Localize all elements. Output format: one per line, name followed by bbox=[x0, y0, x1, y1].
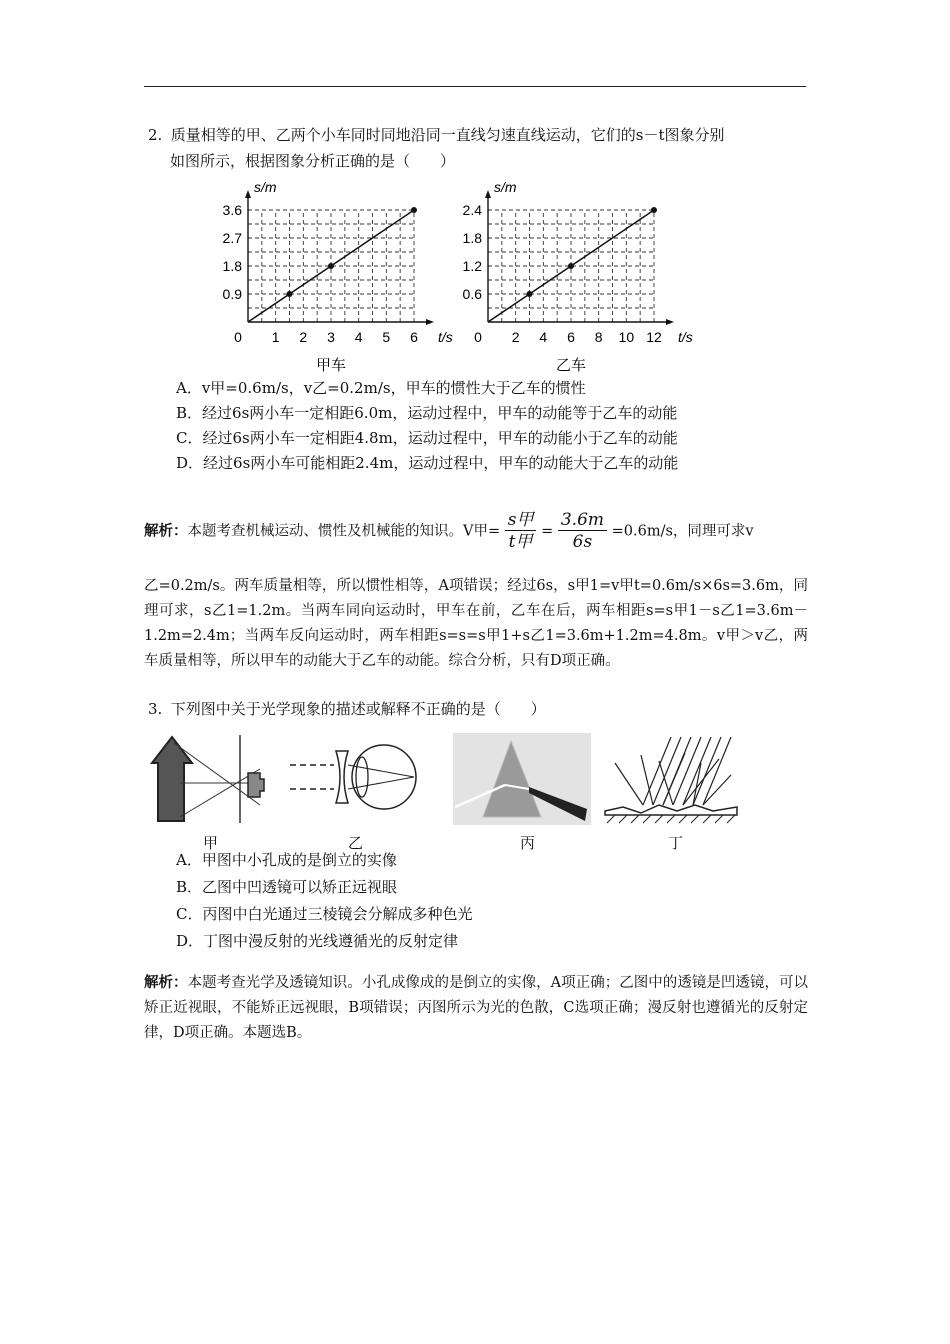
q2-option-d: D．经过6s两小车可能相距2.4m，运动过程中，甲车的动能大于乙车的动能 bbox=[176, 454, 679, 472]
x-tick-label: 6 bbox=[567, 329, 575, 345]
x-tick-label: 1 bbox=[271, 329, 280, 345]
x-tick-label: 4 bbox=[539, 329, 548, 345]
question-text: 下列图中关于光学现象的描述或解释不正确的是（ ） bbox=[170, 700, 546, 718]
q2-option-b: B．经过6s两小车一定相距6.0m，运动过程中，甲车的动能等于乙车的动能 bbox=[176, 404, 678, 422]
chart-yi bbox=[452, 178, 702, 376]
figure-eye-yi bbox=[288, 733, 420, 825]
q3-option-d: D．丁图中漫反射的光线遵循光的反射定律 bbox=[176, 932, 459, 950]
data-point bbox=[527, 291, 533, 297]
question-2-line2: 如图所示，根据图象分析正确的是（ ） bbox=[170, 152, 456, 170]
y-tick-label: 0.9 bbox=[222, 286, 242, 302]
x-tick-label: 0 bbox=[234, 329, 242, 345]
chart-jia bbox=[210, 178, 453, 376]
data-point bbox=[287, 291, 293, 297]
data-point bbox=[568, 263, 574, 269]
y-axis-arrow bbox=[245, 190, 251, 198]
analysis-2-line1: 解析：本题考查机械运动、惯性及机械能的知识。V甲= $\frac{\text{s甲}}{\text{t甲}}$ = $\frac{3.6m}{6s}$ =0.6m/s，同理可求v bbox=[144, 510, 754, 552]
caption-bing: 丙 bbox=[520, 834, 536, 852]
y-tick-label: 1.8 bbox=[462, 230, 482, 246]
question-2-line1 bbox=[148, 122, 725, 148]
x-tick-label: 10 bbox=[618, 329, 635, 345]
y-tick-label: 2.4 bbox=[462, 202, 482, 218]
q2-option-a: A．v甲=0.6m/s，v乙=0.2m/s，甲车的惯性大于乙车的惯性 bbox=[176, 379, 586, 397]
caption-jia: 甲 bbox=[203, 834, 219, 852]
q3-option-a: A．甲图中小孔成的是倒立的实像 bbox=[176, 851, 397, 869]
q3-option-b: B．乙图中凹透镜可以矫正远视眼 bbox=[176, 878, 398, 896]
y-axis-label: s/m bbox=[494, 179, 517, 195]
analysis-3 bbox=[144, 970, 808, 1046]
question-number: 2. bbox=[148, 126, 163, 144]
figure-prism-bing bbox=[453, 733, 591, 825]
chart-title: 乙车 bbox=[555, 357, 587, 374]
analysis-text: 本题考查光学及透镜知识。小孔成像成的是倒立的实像，A项正确；乙图中的透镜是凹透镜，可以矫正近视眼，不能矫正远视眼，B项错误；丙图所示为光的色散，C选项正确；漫反射也遵循光的反射定律，D项正确。本题选B。 bbox=[144, 975, 809, 1041]
figure-diffuse-ding bbox=[601, 733, 741, 825]
x-tick-label: 12 bbox=[646, 329, 662, 345]
y-tick-label: 0.6 bbox=[462, 286, 482, 302]
y-tick-label: 1.8 bbox=[222, 258, 242, 274]
y-axis-arrow bbox=[485, 190, 491, 198]
q2-option-c: C．经过6s两小车一定相距4.8m，运动过程中，甲车的动能小于乙车的动能 bbox=[176, 429, 678, 447]
data-point bbox=[651, 207, 657, 213]
figure-pinhole-jia bbox=[150, 733, 280, 825]
x-tick-label: 5 bbox=[382, 329, 391, 345]
x-tick-label: 3 bbox=[327, 329, 335, 345]
x-tick-label: 2 bbox=[299, 329, 308, 345]
analysis-label: 解析： bbox=[144, 522, 188, 540]
x-axis-arrow bbox=[426, 319, 434, 325]
caption-yi: 乙 bbox=[348, 834, 364, 852]
caption-ding: 丁 bbox=[668, 834, 684, 852]
analysis-2-body: 乙=0.2m/s。两车质量相等，所以惯性相等，A项错误；经过6s，s甲1=v甲t=0.6m/s×6s=3.6m，同理可求，s乙1=1.2m。当两车同向运动时，甲车在前，乙车在后，两车相距s=s甲1－s乙1=3.6m－1.2m=2.4m；当两车反向运动时，两车相距s=s=s甲1+s乙1=3.6m+1.2m=4.8m。v甲＞v乙，两车质量相等，所以甲车的动能大于乙车的动能。综合分析，只有D项正确。 bbox=[144, 578, 808, 669]
y-tick-label: 3.6 bbox=[222, 202, 242, 218]
x-tick-label: 6 bbox=[410, 329, 418, 345]
x-tick-label: 4 bbox=[354, 329, 363, 345]
y-axis-label: s/m bbox=[254, 179, 277, 195]
header-rule bbox=[144, 86, 806, 87]
y-tick-label: 1.2 bbox=[462, 258, 482, 274]
x-axis-label: t/s bbox=[678, 329, 693, 345]
question-number: 3. bbox=[148, 700, 163, 718]
question-text: 质量相等的甲、乙两个小车同时同地沿同一直线匀速直线运动，它们的s－t图象分别 bbox=[170, 126, 725, 144]
fraction-s-over-t: $\frac{\text{s甲}}{\text{t甲}}$ bbox=[505, 510, 537, 553]
data-point bbox=[411, 207, 417, 213]
q3-option-c: C．丙图中白光通过三棱镜会分解成多种色光 bbox=[176, 905, 473, 923]
y-tick-label: 2.7 bbox=[222, 230, 242, 246]
fraction-values: $\frac{3.6m}{6s}$ bbox=[558, 510, 607, 553]
x-tick-label: 8 bbox=[594, 329, 603, 345]
analysis-label: 解析： bbox=[144, 974, 188, 991]
x-tick-label: 2 bbox=[511, 329, 520, 345]
x-axis-arrow bbox=[666, 319, 674, 325]
question-3 bbox=[148, 696, 546, 722]
data-point bbox=[328, 263, 334, 269]
chart-title: 甲车 bbox=[315, 357, 347, 374]
analysis-text: 本题考查机械运动、惯性及机械能的知识。V甲= bbox=[187, 523, 501, 540]
x-tick-label: 0 bbox=[474, 329, 482, 345]
x-axis-label: t/s bbox=[438, 329, 453, 345]
